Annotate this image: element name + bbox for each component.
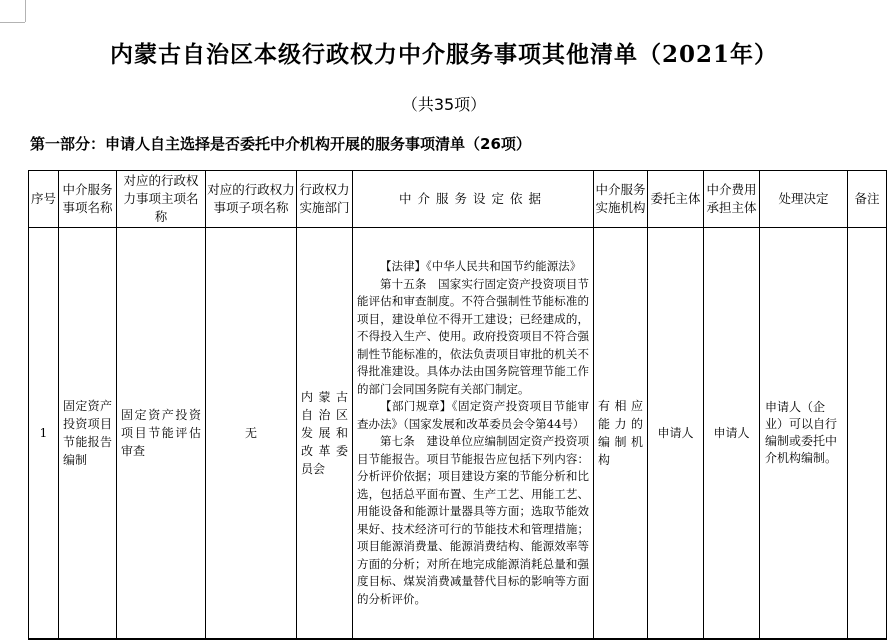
cell-department: 内蒙古自治区发展和改革委员会 — [297, 228, 353, 639]
cell-entrusting-party: 申请人 — [648, 228, 704, 639]
col-header-main-item: 对应的行政权力事项主项名称 — [117, 171, 206, 228]
col-header-agency: 中介服务实施机构 — [594, 171, 648, 228]
table-header-row — [29, 171, 887, 228]
cell-main-item: 固定资产投资项目节能评估审查 — [117, 228, 206, 639]
cell-remark — [848, 228, 887, 639]
table-row — [29, 228, 887, 639]
legal-basis-paragraph: 第十五条 国家实行固定资产投资项目节能评估和审查制度。不符合强制性节能标准的项目，建设单位不得开工建设；已经建成的，不得投入生产、使用。政府投资项目不符合强制性节能标准的，依法负责项目审批的机关不得批准建设。具体办法由国务院管理节能工作的部门会同国务院有关部门制定。 — [357, 276, 589, 396]
col-header-remark: 备注 — [848, 171, 887, 228]
col-header-fee-bearer: 中介费用承担主体 — [704, 171, 760, 228]
col-header-seq: 序号 — [29, 171, 59, 228]
col-header-decision: 处理决定 — [760, 171, 848, 228]
cell-seq: 1 — [29, 228, 59, 639]
page-title: 内蒙古自治区本级行政权力中介服务事项其他清单（2021年） — [109, 41, 778, 68]
legal-basis-paragraph: 【法律】《中华人民共和国节约能源法》 — [380, 259, 582, 274]
col-header-sub-item: 对应的行政权力事项子项名称 — [206, 171, 297, 228]
section-heading: 第一部分：申请人自主选择是否委托中介机构开展的服务事项清单（26项） — [30, 135, 531, 153]
legal-basis-paragraph: 【部门规章】《固定资产投资项目节能审查办法》（国家发展和改革委员会令第44号） — [357, 399, 589, 431]
page-subtitle: （共35项） — [401, 95, 487, 114]
page-corner-mark-vertical — [25, 0, 26, 22]
col-header-legal-basis: 中介服务设定依据 — [353, 171, 594, 228]
col-header-department: 行政权力实施部门 — [297, 171, 353, 228]
cell-agency: 有相应能力的编制机构 — [594, 228, 648, 639]
col-header-entrusting-party: 委托主体 — [648, 171, 704, 228]
cell-fee-bearer: 申请人 — [704, 228, 760, 639]
service-items-table — [28, 170, 887, 640]
col-header-service-name: 中介服务事项名称 — [59, 171, 117, 228]
cell-decision: 申请人（企业）可以自行编制或委托中介机构编制。 — [760, 228, 848, 639]
cell-sub-item: 无 — [206, 228, 297, 639]
cell-service-name: 固定资产投资项目节能报告编制 — [59, 228, 117, 639]
page-corner-mark-horizontal — [0, 22, 25, 23]
cell-legal-basis — [353, 228, 594, 639]
legal-basis-paragraph: 第七条 建设单位应编制固定资产投资项目节能报告。项目节能报告应包括下列内容：分析评价依据；项目建设方案的节能分析和比选，包括总平面布置、生产工艺、用能工艺、用能设备和能源计量器具等方面；选取节能效果好、技术经济可行的节能技术和管理措施；项目能源消费量、能源消费结构、能源效率等方面的分析；对所在地完成能源消耗总量和强度目标、煤炭消费减量替代目标的影响等方面的分析评价。 — [357, 434, 589, 606]
